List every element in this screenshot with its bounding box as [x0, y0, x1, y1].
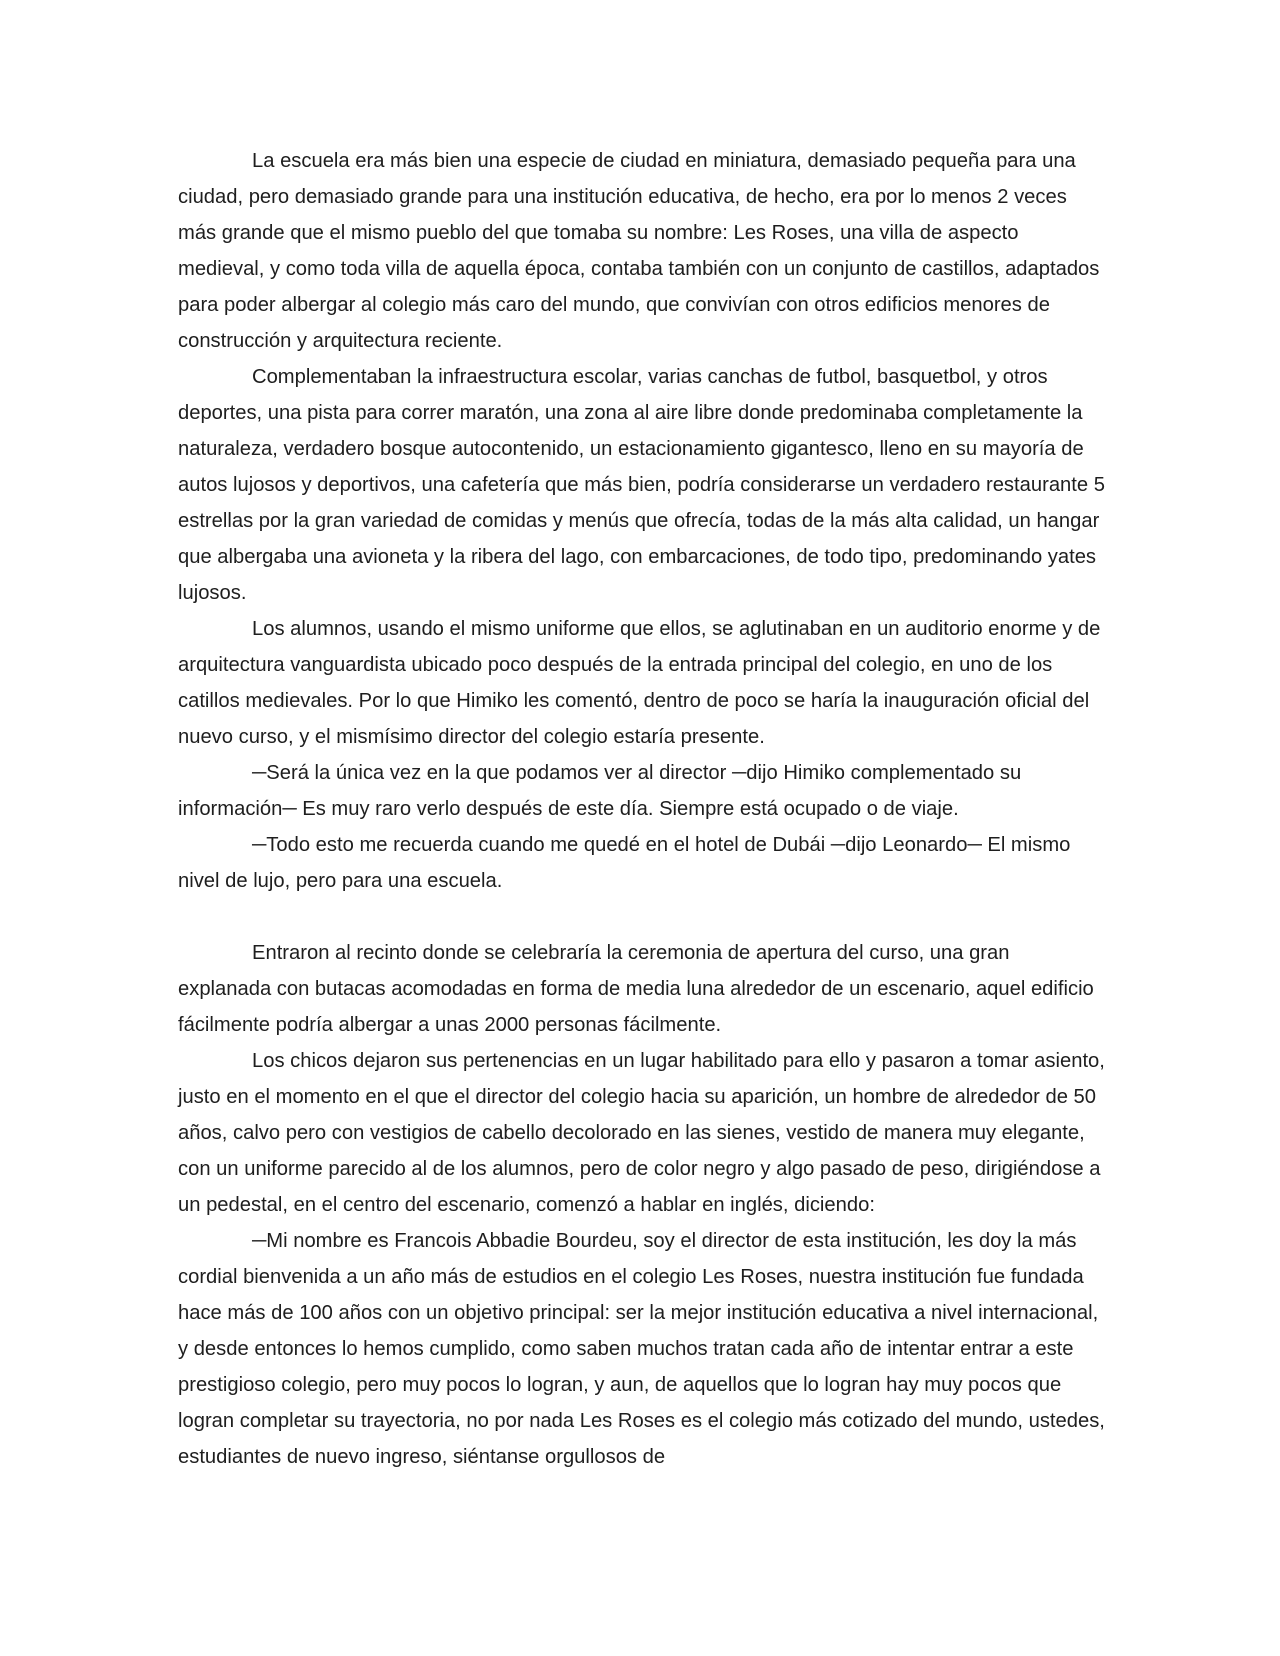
- paragraph-director-appearance: Los chicos dejaron sus pertenencias en un lugar habilitado para ello y pasaron a tomar asiento, justo en el momento en el que el director del colegio hacia su aparición, un hombre de alrededor de 50 años, calvo pero con vestigios de cabello decolorado en las sienes, vestido de manera muy elegante, con un uniforme parecido al de los alumnos, pero de color negro y algo pasado de peso, dirigiéndose a un pedestal, en el centro del escenario, comenzó a hablar en inglés, diciendo:: [178, 1050, 1105, 1216]
- paragraph-auditorium: Los alumnos, usando el mismo uniforme que ellos, se aglutinaban en un auditorio enorme y de arquitectura vanguardista ubicado poco después de la entrada principal del colegio, en uno de los catillos medievales. Por lo que Himiko les comentó, dentro de poco se haría la inauguración oficial del nuevo curso, y el mismísimo director del colegio estaría presente.: [178, 618, 1101, 748]
- paragraph-dialogue-himiko: ─Será la única vez en la que podamos ver al director ─dijo Himiko complementado su información─ Es muy raro verlo después de este día. Siempre está ocupado o de viaje.: [178, 762, 1022, 820]
- paragraph-dialogue-leonardo: ─Todo esto me recuerda cuando me quedé en el hotel de Dubái ─dijo Leonardo─ El mismo nivel de lujo, pero para una escuela.: [178, 834, 1071, 892]
- paragraph-ceremony-venue: Entraron al recinto donde se celebraría la ceremonia de apertura del curso, una gran explanada con butacas acomodadas en forma de media luna alrededor de un escenario, aquel edificio fácilmente podría albergar a unas 2000 personas fácilmente.: [178, 942, 1094, 1036]
- section-break: [178, 899, 1106, 935]
- paragraph-school-description: La escuela era más bien una especie de ciudad en miniatura, demasiado pequeña para una ciudad, pero demasiado grande para una institución educativa, de hecho, era por lo menos 2 veces más grande que el mismo pueblo del que tomaba su nombre: Les Roses, una villa de aspecto medieval, y como toda villa de aquella época, contaba también con un conjunto de castillos, adaptados para poder albergar al colegio más caro del mundo, que convivían con otros edificios menores de construcción y arquitectura reciente.: [178, 150, 1100, 352]
- paragraph-director-speech: ─Mi nombre es Francois Abbadie Bourdeu, soy el director de esta institución, les doy la más cordial bienvenida a un año más de estudios en el colegio Les Roses, nuestra institución fue fundada hace más de 100 años con un objetivo principal: ser la mejor institución educativa a nivel internacional, y desde entonces lo hemos cumplido, como saben muchos tratan cada año de intentar entrar a este prestigioso colegio, pero muy pocos lo logran, y aun, de aquellos que lo logran hay muy pocos que logran completar su trayectoria, no por nada Les Roses es el colegio más cotizado del mundo, ustedes, estudiantes de nuevo ingreso, siéntanse orgullosos de: [178, 1230, 1105, 1468]
- document-body: [178, 143, 1106, 1475]
- paragraph-infrastructure: Complementaban la infraestructura escolar, varias canchas de futbol, basquetbol, y otros deportes, una pista para correr maratón, una zona al aire libre donde predominaba completamente la naturaleza, verdadero bosque autocontenido, un estacionamiento gigantesco, lleno en su mayoría de autos lujosos y deportivos, una cafetería que más bien, podría considerarse un verdadero restaurante 5 estrellas por la gran variedad de comidas y menús que ofrecía, todas de la más alta calidad, un hangar que albergaba una avioneta y la ribera del lago, con embarcaciones, de todo tipo, predominando yates lujosos.: [178, 366, 1105, 604]
